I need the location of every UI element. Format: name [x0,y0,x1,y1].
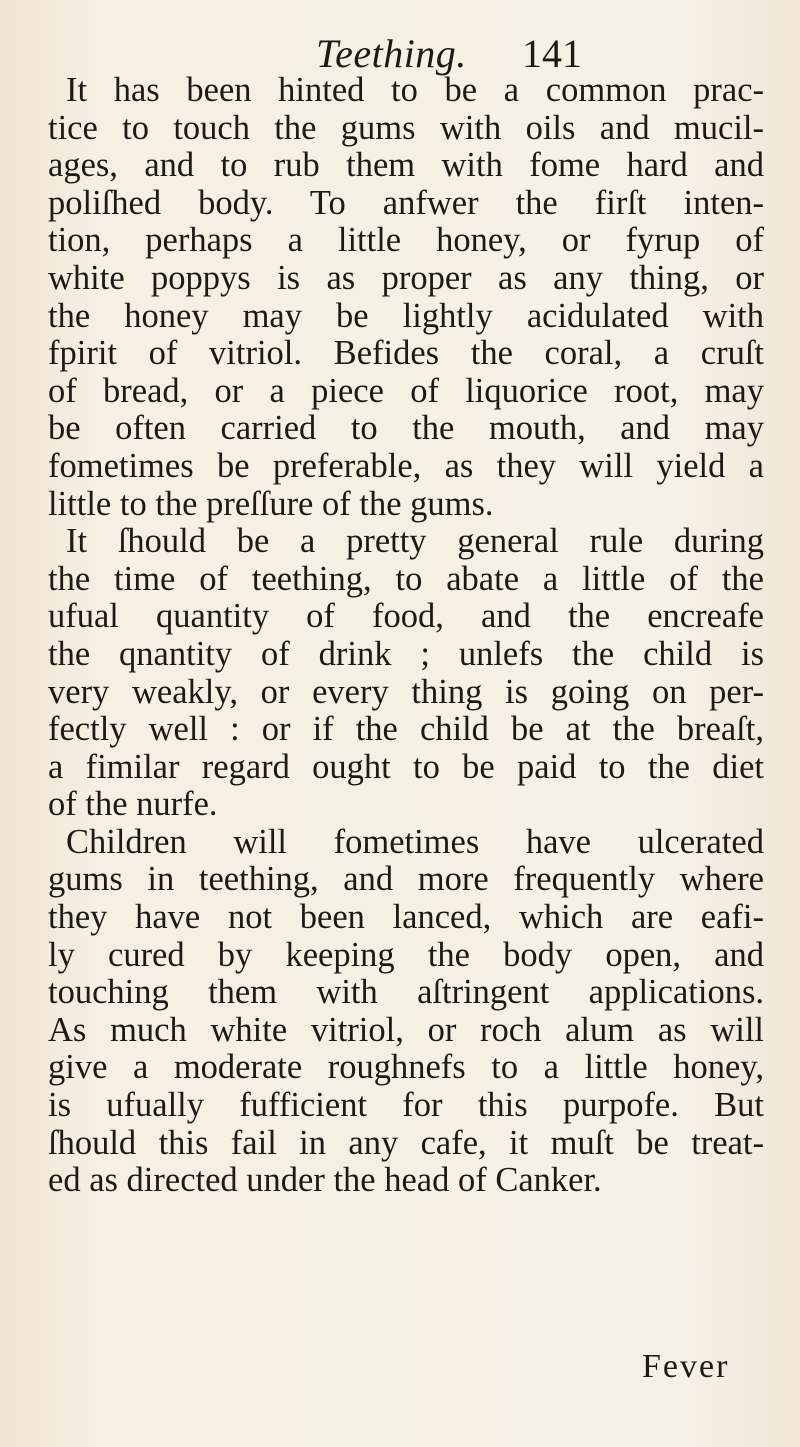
text-line: of the nurfe. [48,785,218,824]
catchword: Fever [642,1348,730,1385]
text-line: Children will fometimes have ulcerated [66,822,764,861]
text-line: little to the preſſure of the gums. [48,484,494,523]
text-line: ufual quantity of food, and the encreafe [48,597,764,636]
text-line: very weakly, or every thing is going on per- [48,672,764,711]
text-line: is ufually fufficient for this purpofe. But [48,1086,764,1125]
text-line: white poppys is as proper as any thing, or [48,258,764,297]
page-number: 141 [522,31,582,76]
text-line: the time of teething, to abate a little of the [48,559,764,598]
text-line: fpirit of vitriol. Befides the coral, a cruſt [48,334,764,373]
text-line: As much white vitriol, or roch alum as will [48,1010,764,1049]
text-line: ſhould this fail in any cafe, it muſt be treat- [48,1123,764,1162]
text-line: gums in teething, and more frequently where [48,860,764,899]
text-line: tion, perhaps a little honey, or fyrup of [48,221,764,260]
text-line: fometimes be preferable, as they will yield a [48,446,764,485]
text-line: poliſhed body. To anfwer the firſt inten- [48,183,764,222]
text-line: they have not been lanced, which are eafi- [48,898,764,937]
body-text [48,72,764,1200]
text-line: ly cured by keeping the body open, and [48,935,764,974]
text-line: a fimilar regard ought to be paid to the diet [48,747,764,786]
text-line: It has been hinted to be a common prac- [66,71,764,109]
text-line: the qnantity of drink ; unlefs the child is [48,634,764,673]
text-line: ages, and to rub them with fome hard and [48,146,764,185]
running-head: Teething. [316,31,467,76]
text-line: of bread, or a piece of liquorice root, may [48,371,764,410]
text-line: tice to touch the gums with oils and mucil- [48,108,764,147]
text-line: the honey may be lightly acidulated with [48,296,764,335]
text-line: give a moderate roughnefs to a little honey, [48,1048,764,1087]
text-line: touching them with aſtringent applications. [48,973,764,1012]
text-line: It ſhould be a pretty general rule during [66,522,764,561]
text-line: be often carried to the mouth, and may [48,409,764,448]
text-line: fectly well : or if the child be at the breaſt, [48,710,764,749]
text-line: ed as directed under the head of Canker. [48,1161,602,1200]
